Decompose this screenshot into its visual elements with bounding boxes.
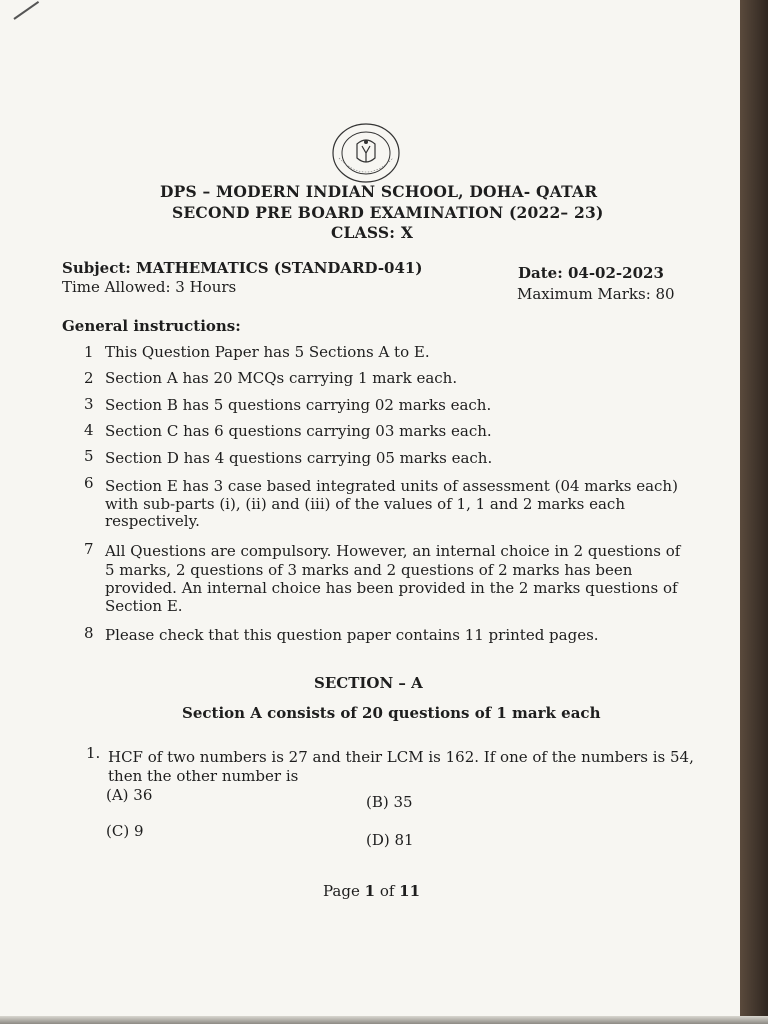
instruction-number: 5 bbox=[84, 447, 94, 465]
instruction-number: 4 bbox=[84, 421, 94, 439]
option-b: (B) 35 bbox=[366, 793, 413, 811]
instructions-heading: General instructions: bbox=[62, 317, 241, 335]
school-seal-logo bbox=[331, 122, 401, 184]
question-number: 1. bbox=[86, 744, 101, 762]
instruction-text: All Questions are compulsory. However, an internal choice in 2 questions of bbox=[105, 542, 681, 560]
instruction-number: 1 bbox=[84, 343, 94, 361]
instruction-text: Please check that this question paper contains 11 printed pages. bbox=[105, 626, 599, 644]
footer-current-page: 1 bbox=[364, 882, 376, 900]
option-d: (D) 81 bbox=[366, 831, 414, 849]
exam-date: Date: 04-02-2023 bbox=[518, 264, 664, 282]
instruction-number: 7 bbox=[84, 540, 94, 558]
instruction-number: 6 bbox=[84, 474, 94, 492]
question-text: then the other number is bbox=[108, 767, 299, 785]
instruction-number: 2 bbox=[84, 369, 94, 387]
class-label: CLASS: X bbox=[331, 223, 414, 242]
option-a: (A) 36 bbox=[106, 786, 153, 804]
instruction-text: Section B has 5 questions carrying 02 marks each. bbox=[105, 396, 492, 414]
page-footer bbox=[323, 882, 420, 900]
maximum-marks: Maximum Marks: 80 bbox=[517, 285, 675, 303]
instruction-text: Section E. bbox=[105, 597, 183, 615]
instruction-number: 3 bbox=[84, 395, 94, 413]
exam-title: SECOND PRE BOARD EXAMINATION (2022– 23) bbox=[172, 203, 604, 222]
instruction-text: This Question Paper has 5 Sections A to E. bbox=[105, 343, 430, 361]
page-shadow-edge bbox=[740, 0, 768, 1024]
footer-total-pages: 11 bbox=[399, 882, 421, 900]
section-subtitle: Section A consists of 20 questions of 1 mark each bbox=[182, 704, 601, 722]
footer-middle: of bbox=[375, 882, 400, 900]
page-bottom-edge bbox=[0, 1016, 768, 1024]
subject-label: Subject: MATHEMATICS (STANDARD-041) bbox=[62, 259, 423, 277]
instruction-text: Section A has 20 MCQs carrying 1 mark each. bbox=[105, 369, 458, 387]
school-name: DPS – MODERN INDIAN SCHOOL, DOHA- QATAR bbox=[160, 182, 598, 201]
instruction-text: Section D has 4 questions carrying 05 marks each. bbox=[105, 449, 493, 467]
footer-prefix: Page bbox=[323, 882, 365, 900]
time-allowed: Time Allowed: 3 Hours bbox=[62, 278, 237, 296]
section-title: SECTION – A bbox=[314, 674, 423, 692]
instruction-number: 8 bbox=[84, 624, 94, 642]
instruction-text: with sub-parts (i), (ii) and (iii) of the values of 1, 1 and 2 marks each bbox=[105, 495, 625, 513]
instruction-text: 5 marks, 2 questions of 3 marks and 2 questions of 2 marks has been bbox=[105, 561, 633, 579]
instruction-text: respectively. bbox=[105, 512, 200, 530]
question-text: HCF of two numbers is 27 and their LCM is 162. If one of the numbers is 54, bbox=[108, 748, 694, 766]
instruction-text: Section E has 3 case based integrated units of assessment (04 marks each) bbox=[105, 477, 678, 495]
instruction-text: Section C has 6 questions carrying 03 marks each. bbox=[105, 422, 492, 440]
option-c: (C) 9 bbox=[106, 822, 144, 840]
instruction-text: provided. An internal choice has been provided in the 2 marks questions of bbox=[105, 579, 678, 597]
